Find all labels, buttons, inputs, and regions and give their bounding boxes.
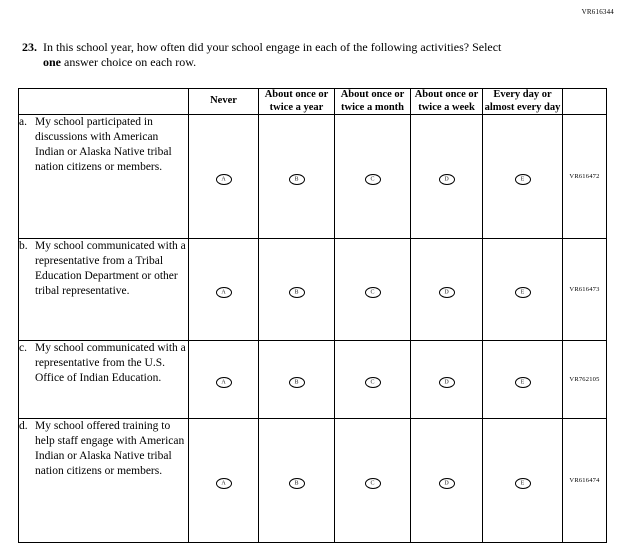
row-text: My school communicated with a representative from a Tribal Education Department or other tribal representative. <box>35 240 186 297</box>
answer-bubble[interactable]: C <box>365 377 381 388</box>
answer-bubble[interactable]: D <box>439 377 455 388</box>
question-text-bold: one <box>43 55 61 69</box>
question <box>22 40 570 70</box>
row-letter: c. <box>19 342 27 354</box>
row-code: VR762105 <box>563 341 607 419</box>
row-code: VR616473 <box>563 239 607 341</box>
column-header-once-twice-month: About once or twice a month <box>335 89 411 115</box>
table-row-d <box>19 419 607 543</box>
row-label <box>19 239 189 341</box>
answer-bubble[interactable]: B <box>289 174 305 185</box>
answer-bubble[interactable]: C <box>365 478 381 489</box>
column-header-once-twice-year: About once or twice a year <box>259 89 335 115</box>
row-label <box>19 419 189 543</box>
answer-bubble[interactable]: A <box>216 287 232 298</box>
answer-bubble[interactable]: C <box>365 174 381 185</box>
answer-bubble[interactable]: D <box>439 478 455 489</box>
answer-bubble[interactable]: A <box>216 377 232 388</box>
answer-bubble[interactable]: A <box>216 174 232 185</box>
row-text: My school communicated with a representative from the U.S. Office of Indian Education. <box>35 342 186 384</box>
answer-bubble[interactable]: A <box>216 478 232 489</box>
form-code-top: VR616344 <box>581 8 614 16</box>
answer-bubble[interactable]: E <box>515 287 531 298</box>
column-header-never: Never <box>189 89 259 115</box>
answer-bubble[interactable]: E <box>515 174 531 185</box>
answer-bubble[interactable]: B <box>289 287 305 298</box>
row-code: VR616472 <box>563 115 607 239</box>
header-code-empty <box>563 89 607 115</box>
answer-bubble[interactable]: C <box>365 287 381 298</box>
table-row-c <box>19 341 607 419</box>
row-letter: a. <box>19 116 27 128</box>
row-label <box>19 115 189 239</box>
row-text: My school participated in discussions with American Indian or Alaska Native tribal nation citizens or members. <box>35 116 172 173</box>
row-letter: b. <box>19 240 28 252</box>
answer-bubble[interactable]: D <box>439 174 455 185</box>
table-row-a <box>19 115 607 239</box>
column-header-every-day: Every day or almost every day <box>483 89 563 115</box>
answer-table <box>18 88 607 543</box>
question-text-part1: In this school year, how often did your school engage in each of the following activities? Select <box>43 40 502 54</box>
row-letter: d. <box>19 420 28 432</box>
question-text-part2: answer choice on each row. <box>61 55 197 69</box>
answer-bubble[interactable]: E <box>515 478 531 489</box>
row-label <box>19 341 189 419</box>
question-number: 23. <box>22 40 37 54</box>
header-row <box>19 89 607 115</box>
column-header-once-twice-week: About once or twice a week <box>411 89 483 115</box>
row-text: My school offered training to help staff engage with American Indian or Alaska Native tribal nation citizens or members. <box>35 420 185 477</box>
row-code: VR616474 <box>563 419 607 543</box>
answer-bubble[interactable]: D <box>439 287 455 298</box>
answer-bubble[interactable]: B <box>289 478 305 489</box>
answer-bubble[interactable]: B <box>289 377 305 388</box>
answer-bubble[interactable]: E <box>515 377 531 388</box>
header-empty <box>19 89 189 115</box>
question-text <box>43 40 513 70</box>
table-row-b <box>19 239 607 341</box>
